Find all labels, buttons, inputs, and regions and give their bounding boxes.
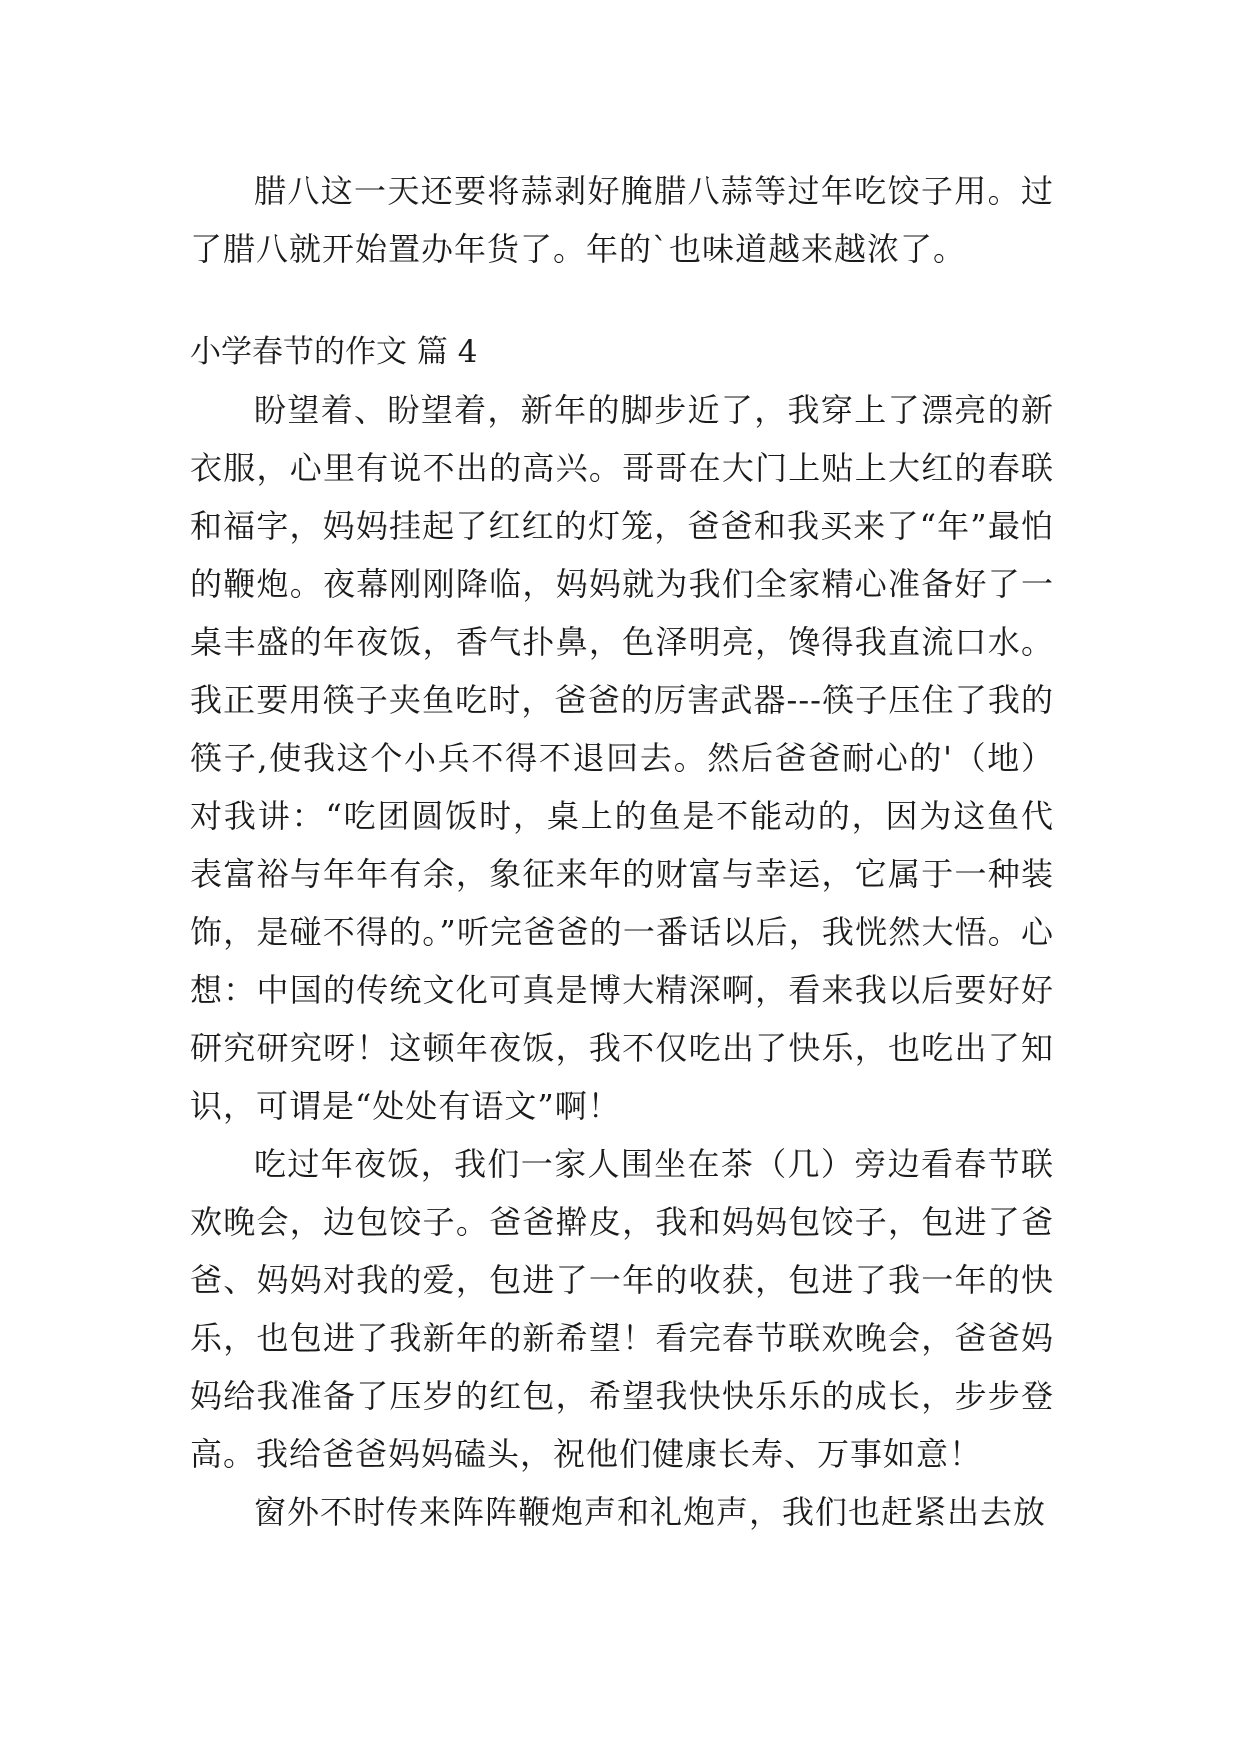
intro-paragraph: 腊八这一天还要将蒜剥好腌腊八蒜等过年吃饺子用。过了腊八就开始置办年货了。年的`也味道越来越浓了。 bbox=[190, 172, 1054, 268]
body-paragraph-1: 盼望着、盼望着，新年的脚步近了，我穿上了漂亮的新衣服，心里有说不出的高兴。哥哥在大门上贴上大红的春联和福字，妈妈挂起了红红的灯笼，爸爸和我买来了“年”最怕的鞭炮。夜幕刚刚降临，妈妈就为我们全家精心准备好了一桌丰盛的年夜饭，香气扑鼻，色泽明亮，馋得我直流口水。我正要用筷子夹鱼吃时，爸爸的厉害武器---筷子压住了我的筷子,使我这个小兵不得不退回去。然后爸爸耐心的'（地）对我讲：“吃团圆饭时，桌上的鱼是不能动的，因为这鱼代表富裕与年年有余，象征来年的财富与幸运，它属于一种装饰，是碰不得的。”听完爸爸的一番话以后，我恍然大悟。心想：中国的传统文化可真是博大精深啊，看来我以后要好好研究研究呀！这顿年夜饭，我不仅吃出了快乐，也吃出了知识，可谓是“处处有语文”啊！ bbox=[190, 391, 1054, 1125]
document-body bbox=[190, 162, 1054, 1541]
section-heading: 小学春节的作文 篇 4 bbox=[190, 334, 478, 370]
body-paragraph-2: 吃过年夜饭，我们一家人围坐在茶（几）旁边看春节联欢晚会，边包饺子。爸爸擀皮，我和妈妈包饺子，包进了爸爸、妈妈对我的爱，包进了一年的收获，包进了我一年的快乐，也包进了我新年的新希望！看完春节联欢晚会，爸爸妈妈给我准备了压岁的红包，希望我快快乐乐的成长，步步登高。我给爸爸妈妈磕头，祝他们健康长寿、万事如意！ bbox=[190, 1145, 1054, 1473]
body-paragraph-3: 窗外不时传来阵阵鞭炮声和礼炮声，我们也赶紧出去放 bbox=[254, 1493, 1047, 1531]
